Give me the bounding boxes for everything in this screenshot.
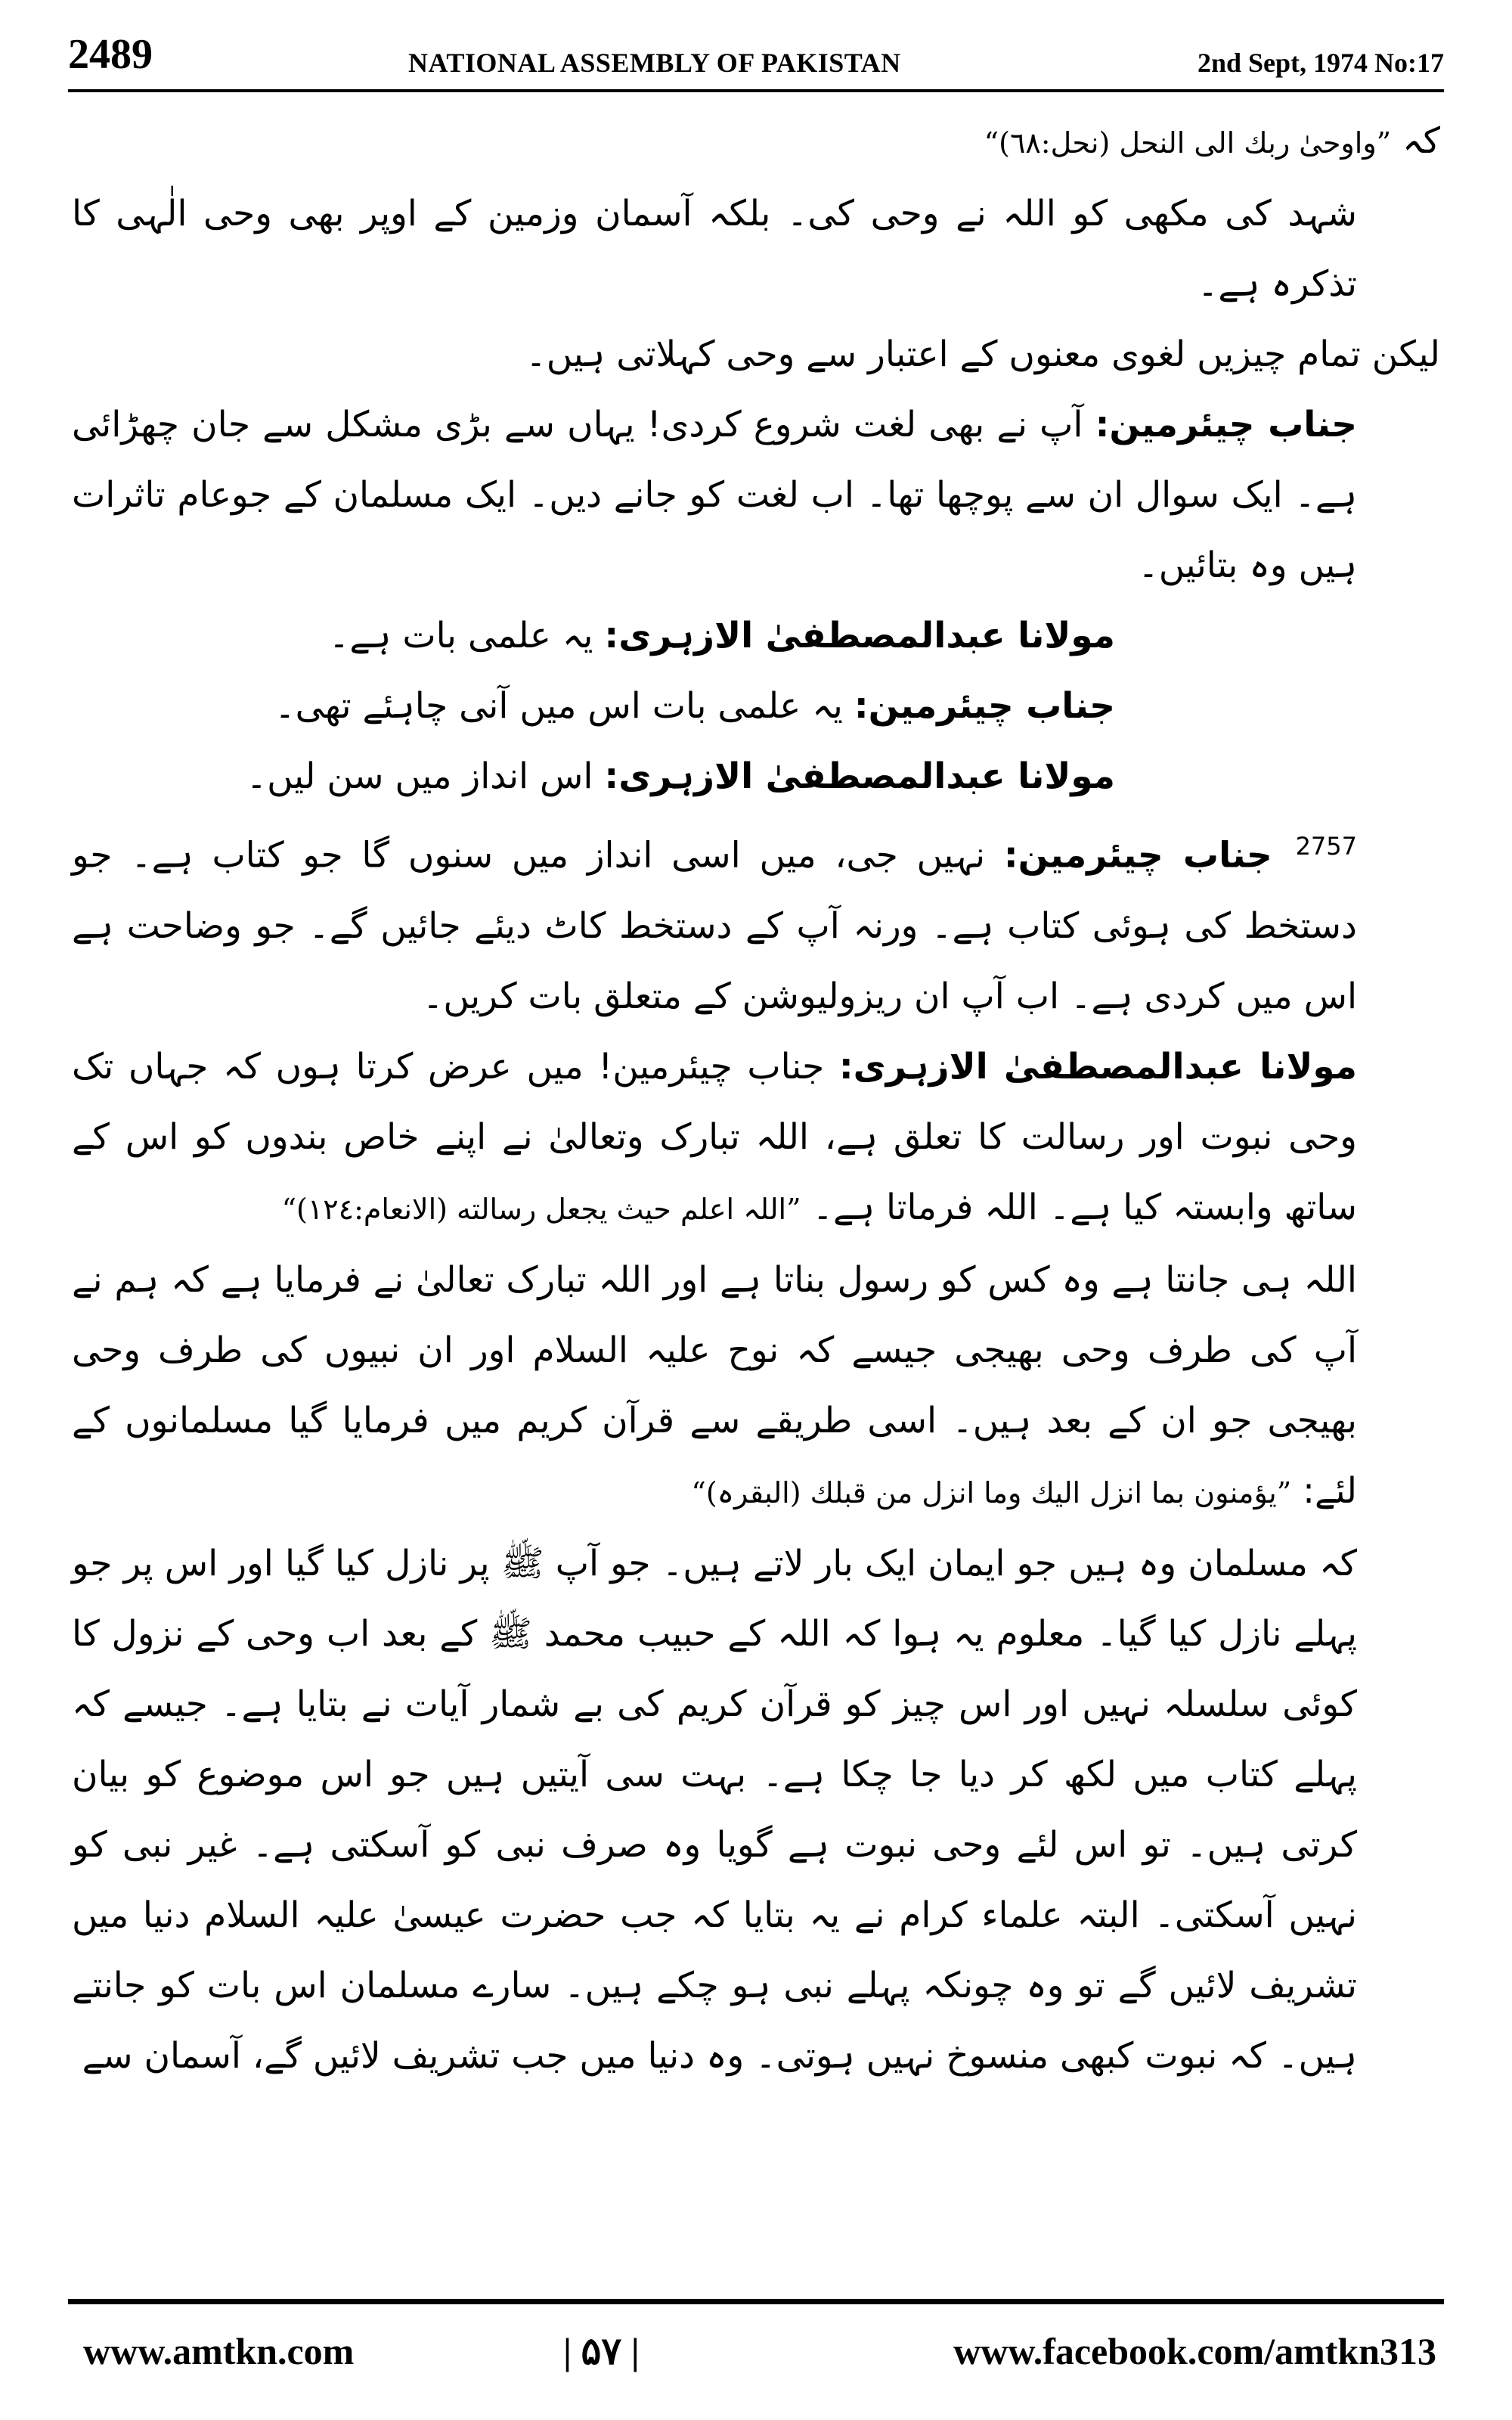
paragraph-text: یہ علمی بات اس میں آنی چاہئے تھی۔: [274, 685, 843, 727]
paragraph: [72, 741, 1440, 811]
header-date: 2nd Sept, 1974 No:17: [1197, 48, 1444, 78]
paragraph: [72, 1032, 1440, 1245]
paragraph: کہ مسلمان وہ ہیں جو ایمان ایک بار لاتے ہیں۔ جو آپ ﷺ پر نازل کیا گیا اور اس پر جو پہلے نازل کیا گیا۔ معلوم یہ ہوا کہ اللہ کے حبیب محمد ﷺ کے بعد اب وحی کے نزول کا کوئی سلسلہ نہیں اور اس چیز کو قرآن کریم کی بے شمار آیات نے بتایا ہے۔ جیسے کہ پہلے کتاب میں لکھ کر دیا جا چکا ہے۔ بہت سی آیتیں ہیں جو اس موضوع کو بیان کرتی ہیں۔ تو اس لئے وحی نبوت ہے گویا وہ صرف نبی کو آسکتی ہے۔ غیر نبی کو نہیں آسکتی۔ البتہ علماء کرام نے یہ بتایا کہ جب حضرت عیسیٰ علیہ السلام دنیا میں تشریف لائیں گے تو وہ چونکہ پہلے نبی ہو چکے ہیں۔ سارے مسلمان اس بات کو جانتے ہیں۔ کہ نبوت کبھی منسوخ نہیں ہوتی۔ وہ دنیا میں جب تشریف لائیں گے، آسمان سے: [72, 1542, 1357, 2077]
header-rule: [68, 89, 1444, 92]
document-body: [72, 106, 1440, 2276]
speaker-name: مولانا عبدالمصطفیٰ الازہری:: [604, 615, 1115, 656]
speaker-name: جناب چیئرمین:: [854, 685, 1115, 727]
paragraph: [72, 600, 1440, 671]
paragraph: [72, 1245, 1440, 1528]
paragraph-text: جناب چیئرمین! میں عرض کرتا ہوں کہ جہاں تک وحی نبوت اور رسالت کا تعلق ہے، اللہ تبارک وتعالیٰ نے اپنے خاص بندوں کو اس کے ساتھ وابستہ کیا ہے۔ اللہ فرماتا ہے۔: [72, 1045, 1357, 1228]
paragraph-text: نہیں جی، میں اسی انداز میں سنوں گا جو کتاب ہے۔ جو دستخط کی ہوئی کتاب ہے۔ ورنہ آپ کے دستخط کاٹ دیئے جائیں گے۔ جو وضاحت ہے اس میں کردی ہے۔ اب آپ ان ریزولیوشن کے متعلق بات کریں۔: [72, 834, 1357, 1017]
paragraph: [72, 811, 1440, 1032]
page-reference: 2757: [1295, 832, 1357, 861]
page-footer: [76, 2329, 1436, 2382]
page-header: [68, 30, 1444, 83]
arabic-quote: ”یؤمنون بما انزل الیك وما انزل من قبلك (البقرہ)“: [691, 1475, 1292, 1509]
paragraph-text: کہ: [1402, 120, 1440, 162]
paragraph-text: اس انداز میں سن لیں۔: [246, 755, 593, 797]
website-link[interactable]: www.amtkn.com: [83, 2330, 355, 2372]
paragraph-text: یہ علمی بات ہے۔: [328, 615, 593, 656]
speaker-name: جناب چیئرمین:: [1003, 834, 1272, 876]
paragraph: [72, 106, 1440, 178]
speaker-name: مولانا عبدالمصطفیٰ الازہری:: [838, 1045, 1357, 1087]
header-title: NATIONAL ASSEMBLY OF PAKISTAN: [408, 48, 901, 78]
facebook-link[interactable]: www.facebook.com/amtkn313: [953, 2330, 1436, 2372]
speaker-name: جناب چیئرمین:: [1095, 404, 1358, 445]
footer-rule: [68, 2299, 1444, 2304]
speaker-name: مولانا عبدالمصطفیٰ الازہری:: [604, 755, 1115, 797]
arabic-quote: ”اللہ اعلم حیث یجعل رسالته (الانعام:١٢٤)“: [281, 1192, 801, 1226]
paragraph-text: اللہ ہی جانتا ہے وہ کس کو رسول بناتا ہے اور اللہ تبارک تعالیٰ نے فرمایا ہے کہ ہم نے آپ کی طرف وحی بھیجی جیسے کہ نوح علیہ السلام اور ان نبیوں کی طرف وحی بھیجی جو ان کے بعد ہیں۔ اسی طریقے سے قرآن کریم میں فرمایا گیا مسلمانوں کے لئے:: [72, 1258, 1357, 1512]
footer-page-number: | ۵۷ |: [563, 2330, 640, 2372]
paragraph-text: آپ نے بھی لغت شروع کردی! یہاں سے بڑی مشکل سے جان چھڑائی ہے۔ ایک سوال ان سے پوچھا تھا۔ اب لغت کو جانے دیں۔ ایک مسلمان کے جوعام تاثرات ہیں وہ بتائیں۔: [72, 404, 1357, 586]
arabic-quote: ”واوحیٰ ربك الی النحل (نحل:٦٨)“: [984, 126, 1392, 160]
paragraph: شہد کی مکھی کو اللہ نے وحی کی۔ بلکہ آسمان وزمین کے اوپر بھی وحی الٰہی کا تذکرہ ہے۔: [72, 193, 1357, 305]
page-number: 2489: [68, 31, 153, 78]
paragraph: [72, 671, 1440, 741]
paragraph: لیکن تمام چیزیں لغوی معنوں کے اعتبار سے وحی کہلاتی ہیں۔: [525, 334, 1440, 375]
paragraph: [72, 389, 1440, 600]
